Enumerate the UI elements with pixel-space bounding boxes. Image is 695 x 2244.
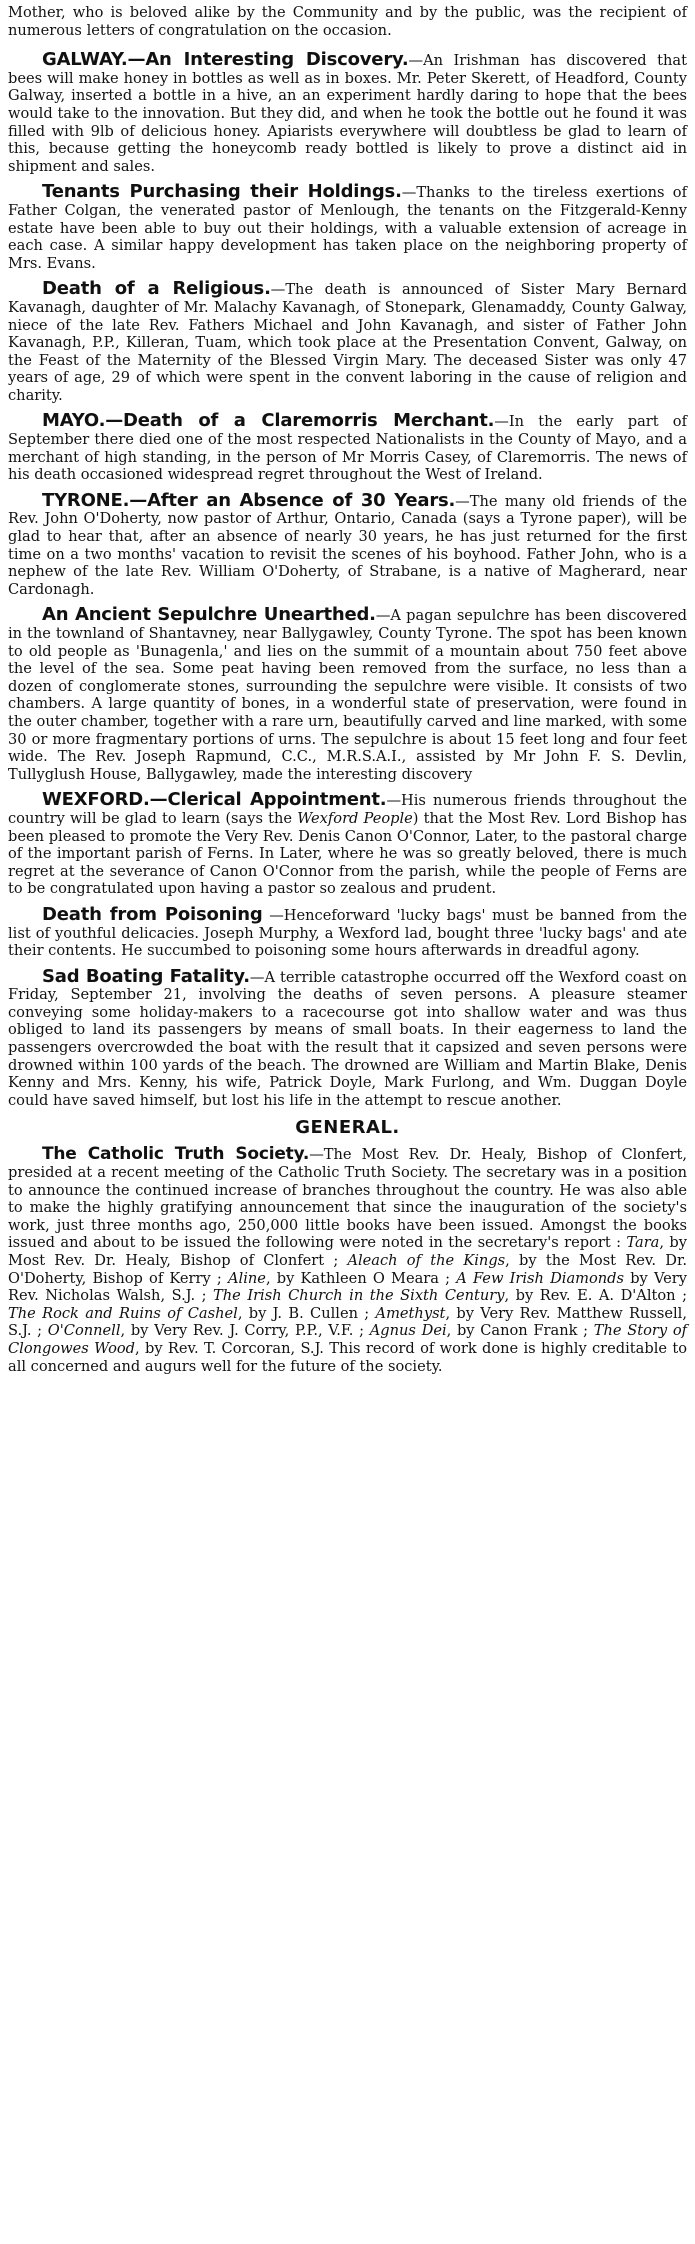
article-body: —Henceforward 'lucky bags' must be banned from the list of youthful delicacies. Joseph Murphy, a Wexford lad, bought three 'lucky bags' and ate their contents. He succumbed to poisoning some hours afterwards in dreadful agony. — [8, 906, 687, 960]
article-poisoning — [8, 903, 687, 960]
article-headline: TYRONE.—After an Absence of 30 Years. — [42, 489, 456, 511]
book-credit: , by Rev. E. A. D'Alton ; — [504, 1287, 687, 1305]
book-title: Aleach of the Kings — [347, 1252, 506, 1269]
book-title: Agnus Dei — [369, 1322, 447, 1340]
article-headline: Death from Poisoning — [42, 903, 263, 925]
article-headline: Death of a Religious. — [42, 278, 271, 300]
article-headline: GALWAY.—An Interesting Discovery. — [42, 49, 409, 71]
book-credit: , by Canon Frank ; — [446, 1322, 594, 1340]
opening-text: Mother, who is beloved alike by the Community and by the public, was the recipient of numerous letters of congratulation on the occasion. — [8, 4, 687, 39]
article-headline: WEXFORD.—Clerical Appointment. — [42, 789, 387, 811]
article-headline: The Catholic Truth Society. — [42, 1144, 310, 1165]
book-credit: , by the Most Rev. Dr. O'Doherty, Bishop of Kerry ; — [8, 1252, 687, 1287]
article-wexford — [8, 791, 687, 898]
newspaper-title: Wexford People — [297, 809, 413, 827]
article-body-start: —His numerous friends throughout the country will be glad to learn (says the — [8, 792, 688, 827]
article-tyrone — [8, 489, 687, 599]
article-headline: MAYO.—Death of a Claremorris Merchant. — [42, 410, 495, 432]
article-headline: An Ancient Sepulchre Unearthed. — [42, 604, 376, 626]
article-catholic-truth-society — [8, 1146, 687, 1375]
article-sepulchre — [8, 606, 687, 783]
article-tenants — [8, 183, 687, 272]
article-headline: Sad Boating Fatality. — [42, 965, 250, 987]
book-title: Aline — [228, 1269, 266, 1287]
book-title: Tara — [626, 1234, 660, 1252]
article-body: —A pagan sepulchre has been discovered in the townland of Shantavney, near Ballygawley, County Tyrone. The spot has been known to old people as 'Bunagenla,' and lies on the summit of a mountain about 750 feet above the level of the sea. Some peat having been removed from the surface, no less than a dozen of conglomerate stones, surrounding the sepulchre were visible. It consists of two chambers. A large quantity of bones, in a wonderful state of preservation, were found in the outer chamber, together with a rare urn, beautifully carved and line marked, with some 30 or more fragmentary portions of urns. The sepulchre is about 15 feet long and four feet wide. The Rev. Joseph Rapmund, C.C., M.R.S.A.I., assisted by Mr John F. S. Devlin, Tullyglush House, Ballygawley, made the interesting discovery — [8, 607, 687, 783]
article-body: —The death is announced of Sister Mary Bernard Kavanagh, daughter of Mr. Malachy Kavanagh, of Stonepark, Glenamaddy, County Galway, niece of the late Rev. Fathers Michael and John Kavanagh, and sister of Father John Kavanagh, P.P., Killeran, Tuam, which took place at the Presentation Convent, Galway, on the Feast of the Maternity of the Blessed Virgin Mary. The deceased Sister was only 47 years of age, 29 of which were spent in the convent laboring in the cause of religion and charity. — [8, 281, 687, 404]
book-credit: , by Most Rev. Dr. Healy, Bishop of Clonfert ; — [8, 1234, 687, 1269]
article-boating — [8, 965, 687, 1110]
article-galway — [8, 51, 687, 175]
section-title-general: GENERAL. — [295, 1117, 400, 1139]
article-mayo — [8, 412, 687, 483]
book-title: The Irish Church in the Sixth Century — [213, 1287, 505, 1305]
book-credit: by Very Rev. Nicholas Walsh, S.J. ; — [8, 1269, 688, 1305]
book-credit: , by Very Rev. J. Corry, P.P., V.F. ; — [120, 1322, 370, 1340]
book-title: O'Connell — [47, 1322, 121, 1340]
book-title: The Story of Clongowes Wood — [8, 1322, 688, 1357]
book-title: A Few Irish Diamonds — [456, 1269, 625, 1287]
book-credit: , by Kathleen O Meara ; — [265, 1269, 457, 1287]
book-credit: , by Rev. T. Corcoran, S.J. This record of work done is highly creditable to all concerned and augurs well for the future of the society. — [8, 1339, 687, 1375]
book-credit: , by J. B. Cullen ; — [237, 1304, 376, 1322]
article-headline: Tenants Purchasing their Holdings. — [42, 181, 402, 203]
book-title: The Rock and Ruins of Cashel — [8, 1304, 238, 1322]
book-credit: , by Very Rev. Matthew Russell, S.J. ; — [8, 1304, 687, 1340]
article-body: —The many old friends of the Rev. John O'Doherty, now pastor of Arthur, Ontario, Canada (says a Tyrone paper), will be glad to hear that, after an absence of nearly 30 years, he has just returned for the first time on a two months' vacation to revisit the scenes of his boyhood. Father John, who is a nephew of the late Rev. William O'Doherty, of Strabane, is a native of Magherard, near Cardonagh. — [8, 492, 687, 598]
opening-paragraph — [8, 4, 687, 39]
article-body: —The Most Rev. Dr. Healy, Bishop of Clonfert, presided at a recent meeting of the Catholic Truth Society. The secretary was in a position to announce the continued increase of branches throughout the country. He was also able to make the highly gratifying announcement that since the inauguration of the society's work, just three months ago, 250,000 little books have been issued. Amongst the books issued and about to be issued the following were noted in the secretary's report : — [8, 1146, 688, 1252]
article-body: —Thanks to the tireless exertions of Father Colgan, the venerated pastor of Menlough, the tenants on the Fitzgerald-Kenny estate have been able to buy out their holdings, with a valuable extension of acreage in each case. A similar happy development has taken place on the neighboring property of Mrs. Evans. — [8, 184, 687, 272]
article-death-religious — [8, 280, 687, 404]
article-body: —In the early part of September there died one of the most respected Nationalists in the County of Mayo, and a merchant of high standing, in the person of Mr Morris Casey, of Claremorris. The news of his death occasioned widespread regret throughout the West of Ireland. — [8, 413, 687, 484]
article-body-end: ) that the Most Rev. Lord Bishop has been pleased to promote the Very Rev. Denis Canon O'Connor, Later, to the pastoral charge of the important parish of Ferns. In Later, where he was so greatly beloved, there is much regret at the severance of Canon O'Connor from the parish, while the people of Ferns are to be congratulated upon having a pastor so zealous and prudent. — [8, 809, 688, 898]
article-body: —An Irishman has discovered that bees will make honey in bottles as well as in boxes. Mr. Peter Skerett, of Headford, County Galway, inserted a bottle in a hive, an an experiment hardly daring to hope that the bees would take to the innovation. But they did, and when he took the bottle out he found it was filled with 9lb of delicious honey. Apiarists everywhere will doubtless be glad to learn of this, because getting the honeycomb ready bottled is likely to prove a distinct aid in shipment and sales. — [8, 52, 687, 175]
article-body: —A terrible catastrophe occurred off the Wexford coast on Friday, September 21, involving the deaths of seven persons. A pleasure steamer conveying some holiday-makers to a racecourse got into shallow water and was thus obliged to land its passengers by means of small boats. In their eagerness to land the passengers overcrowded the boat with the result that it capsized and seven persons were drowned within 100 yards of the beach. The drowned are William and Martin Blake, Denis Kenny and Mrs. Kenny, his wife, Patrick Doyle, Mark Furlong, and Wm. Duggan Doyle could have saved himself, but lost his life in the attempt to rescue another. — [8, 968, 687, 1109]
book-title: Amethyst — [375, 1304, 446, 1322]
